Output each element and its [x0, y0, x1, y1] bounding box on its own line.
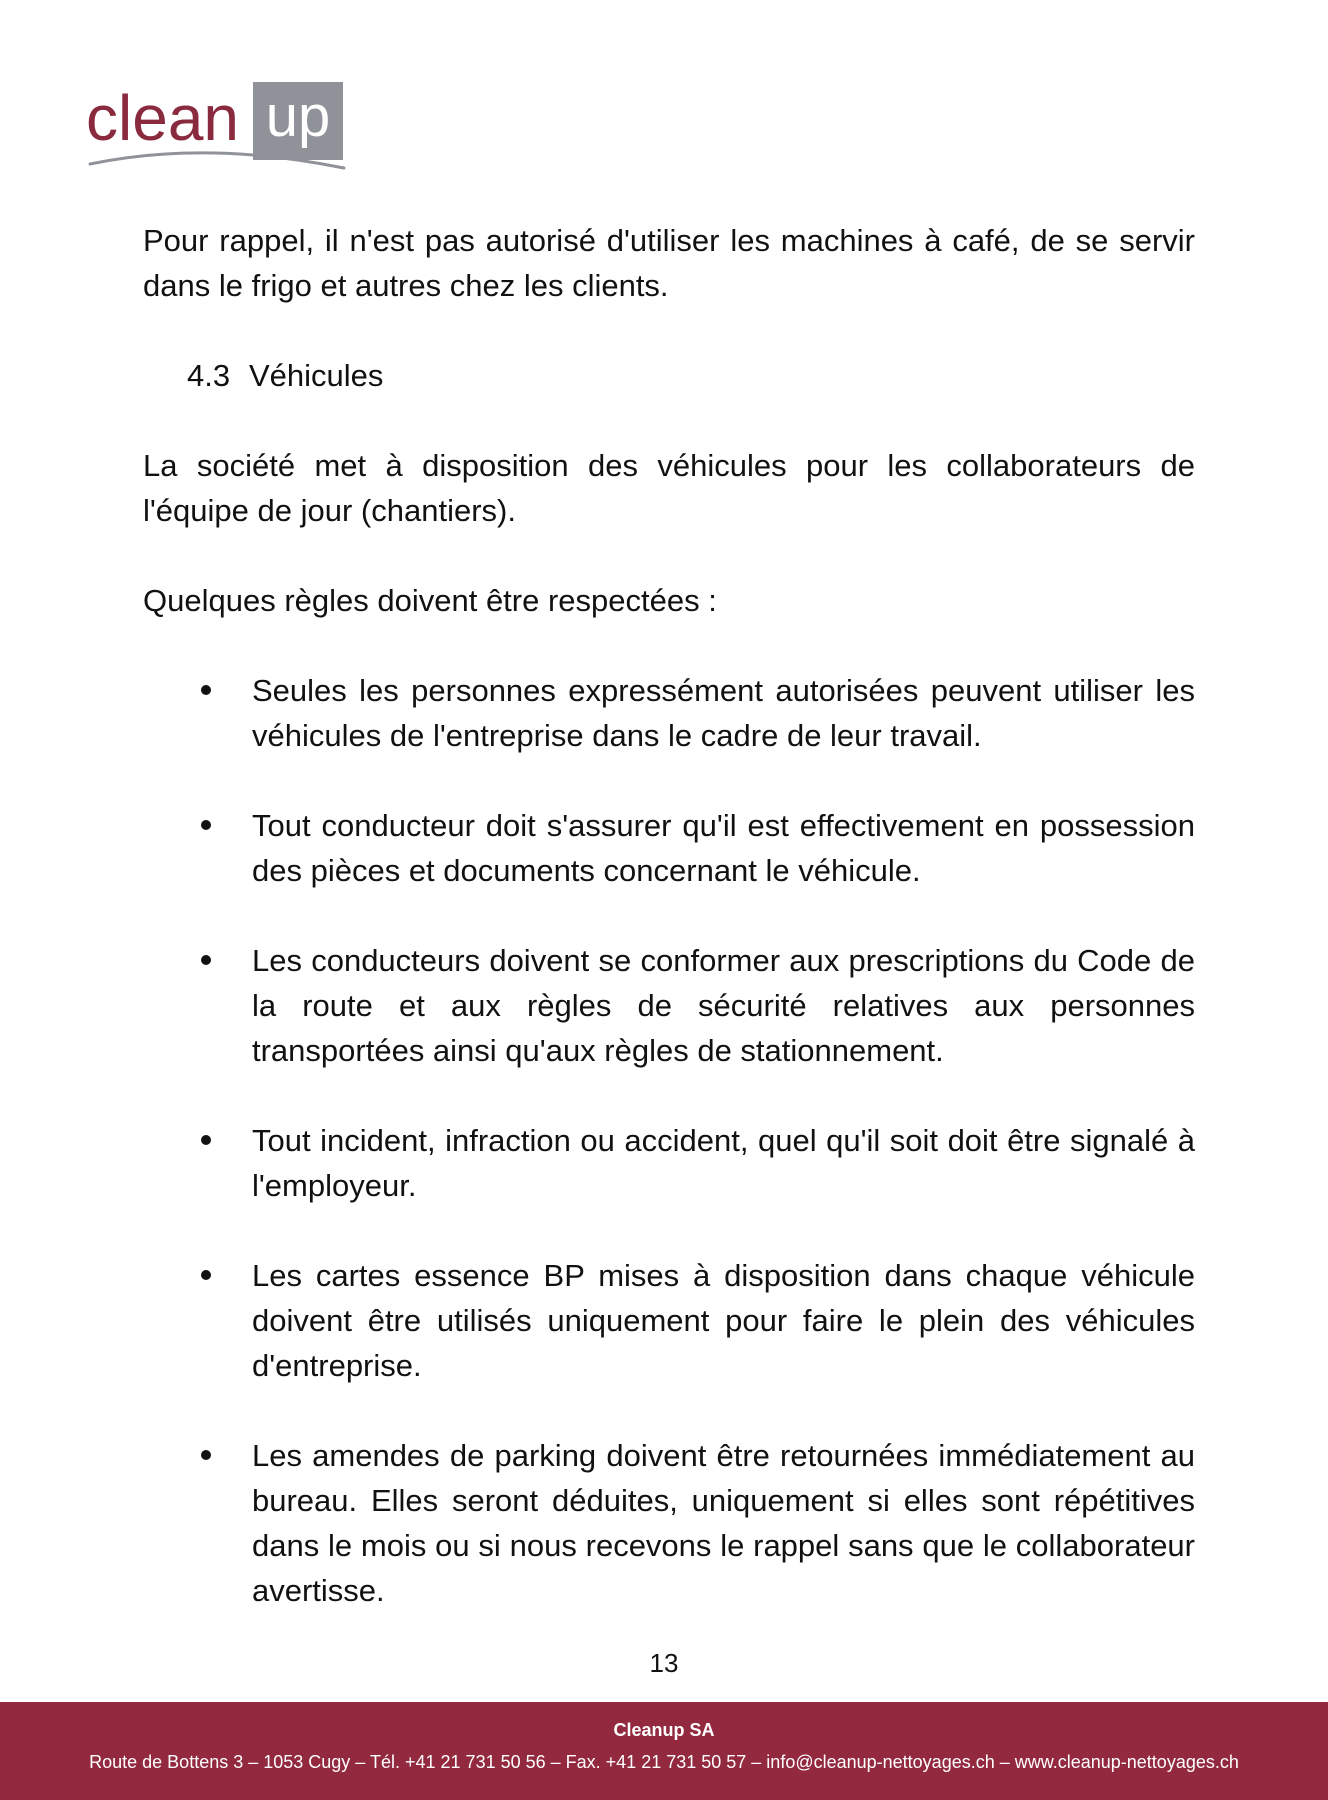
rules-list: [143, 668, 1195, 1613]
footer-company: Cleanup SA: [613, 1720, 715, 1740]
rule-text: Les conducteurs doivent se conformer aux prescriptions du Code de la route et aux règles de sécurité relatives aux personnes transportées ainsi qu'aux règles de stationnement.: [252, 943, 1195, 1068]
section-number: 4.3: [187, 358, 231, 393]
list-item: [143, 1253, 1195, 1388]
rule-text: Les amendes de parking doivent être retournées immédiatement au bureau. Elles seront déduites, uniquement si elles sont répétitives dans le mois ou si nous recevons le rappel sans que le collaborateur avertisse.: [252, 1438, 1195, 1608]
list-item: [143, 1118, 1195, 1208]
bullet-icon: [201, 955, 211, 965]
rule-text: Seules les personnes expressément autorisées peuvent utiliser les véhicules de l'entreprise dans le cadre de leur travail.: [252, 673, 1195, 753]
logo-text-clean: clean: [86, 82, 239, 154]
bullet-icon: [201, 685, 211, 695]
document-body: [143, 218, 1195, 1613]
vehicles-paragraph: La société met à disposition des véhicules pour les collaborateurs de l'équipe de jour (chantiers).: [143, 448, 1195, 528]
bullet-icon: [201, 1270, 211, 1280]
logo-up-box: [253, 82, 343, 160]
company-logo: [86, 78, 356, 178]
logo-text-up: up: [265, 84, 331, 149]
bullet-icon: [201, 820, 211, 830]
footer-address: Route de Bottens 3 – 1053 Cugy – Tél. +41 21 731 50 56 – Fax. +41 21 731 50 57 – info@cleanup-nettoyages.ch – www.cleanup-nettoyages.ch: [89, 1752, 1239, 1772]
list-item: [143, 938, 1195, 1073]
rule-text: Tout conducteur doit s'assurer qu'il est effectivement en possession des pièces et documents concernant le véhicule.: [252, 808, 1195, 888]
rule-text: Les cartes essence BP mises à disposition dans chaque véhicule doivent être utilisés uniquement pour faire le plein des véhicules d'entreprise.: [252, 1258, 1195, 1383]
page-footer: [0, 1702, 1328, 1800]
list-item: [143, 803, 1195, 893]
bullet-icon: [201, 1450, 211, 1460]
rules-intro: Quelques règles doivent être respectées :: [143, 583, 717, 618]
page-number: 13: [649, 1648, 679, 1678]
section-title: Véhicules: [249, 358, 384, 393]
bullet-icon: [201, 1135, 211, 1145]
intro-paragraph: Pour rappel, il n'est pas autorisé d'utiliser les machines à café, de se servir dans le frigo et autres chez les clients.: [143, 223, 1195, 303]
rule-text: Tout incident, infraction ou accident, quel qu'il soit doit être signalé à l'employeur.: [252, 1123, 1195, 1203]
list-item: [143, 668, 1195, 758]
section-heading: [187, 353, 1195, 398]
list-item: [143, 1433, 1195, 1613]
